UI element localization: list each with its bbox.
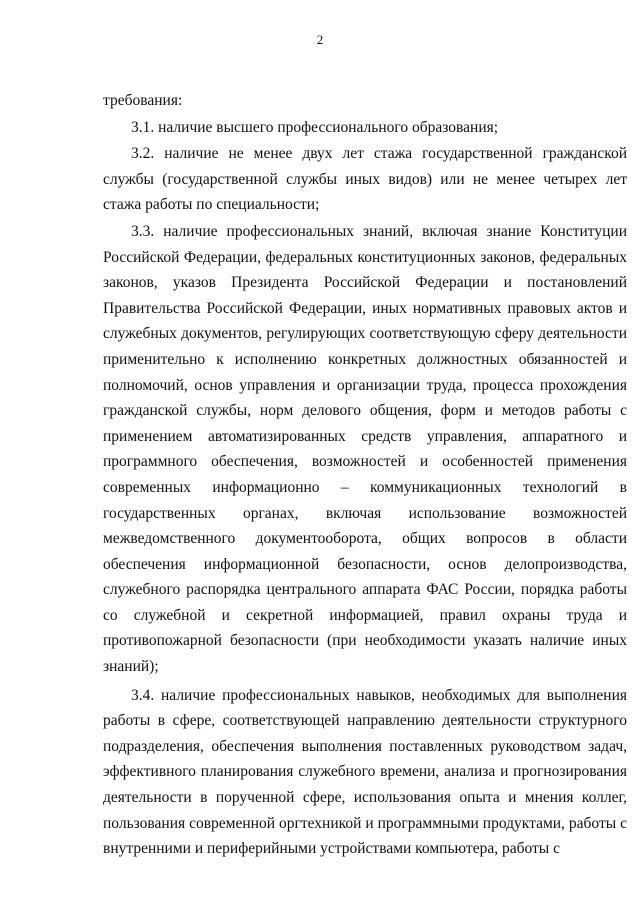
- document-body: [103, 88, 627, 862]
- paragraph-3-2: 3.2. наличие не менее двух лет стажа государственной гражданской службы (государственной службы иных видов) или не менее четырех лет стажа работы по специальности;: [103, 145, 627, 214]
- paragraph-3-4: 3.4. наличие профессиональных навыков, необходимых для выполнения работы в сфере, соответствующей направлению деятельности структурного подразделения, обеспечения выполнения поставленных руководством задач, эффективного планирования служебного времени, анализа и прогнозирования деятельности в порученной сфере, использования опыта и мнения коллег, пользования современной оргтехникой и программными продуктами, работы с внутренними и периферийными устройствами компьютера, работы с: [103, 686, 627, 858]
- paragraph-3-3: 3.3. наличие профессиональных знаний, включая знание Конституции Российской Федерации, федеральных конституционных законов, федеральных законов, указов Президента Российской Федерации и постановлений Правительства Российской Федерации, иных нормативных правовых актов и служебных документов, регулирующих соответствующую сферу деятельности применительно к исполнению конкретных должностных обязанностей и полномочий, основ управления и организации труда, процесса прохождения гражданской службы, норм делового общения, форм и методов работы с применением автоматизированных средств управления, аппаратного и программного обеспечения, возможностей и особенностей применения современных информационно – коммуникационных технологий в государственных органах, включая использование возможностей межведомственного документооборота, общих вопросов в области обеспечения информационной безопасности, основ делопроизводства, служебного распорядка центрального аппарата ФАС России, порядка работы со служебной и секретной информацией, правил охраны труда и противопожарной безопасности (при необходимости указать наличие иных знаний);: [103, 222, 627, 676]
- paragraph-intro: требования:: [103, 92, 183, 109]
- page-number: 2: [316, 32, 324, 47]
- paragraph-3-1: 3.1. наличие высшего профессионального образования;: [131, 118, 499, 136]
